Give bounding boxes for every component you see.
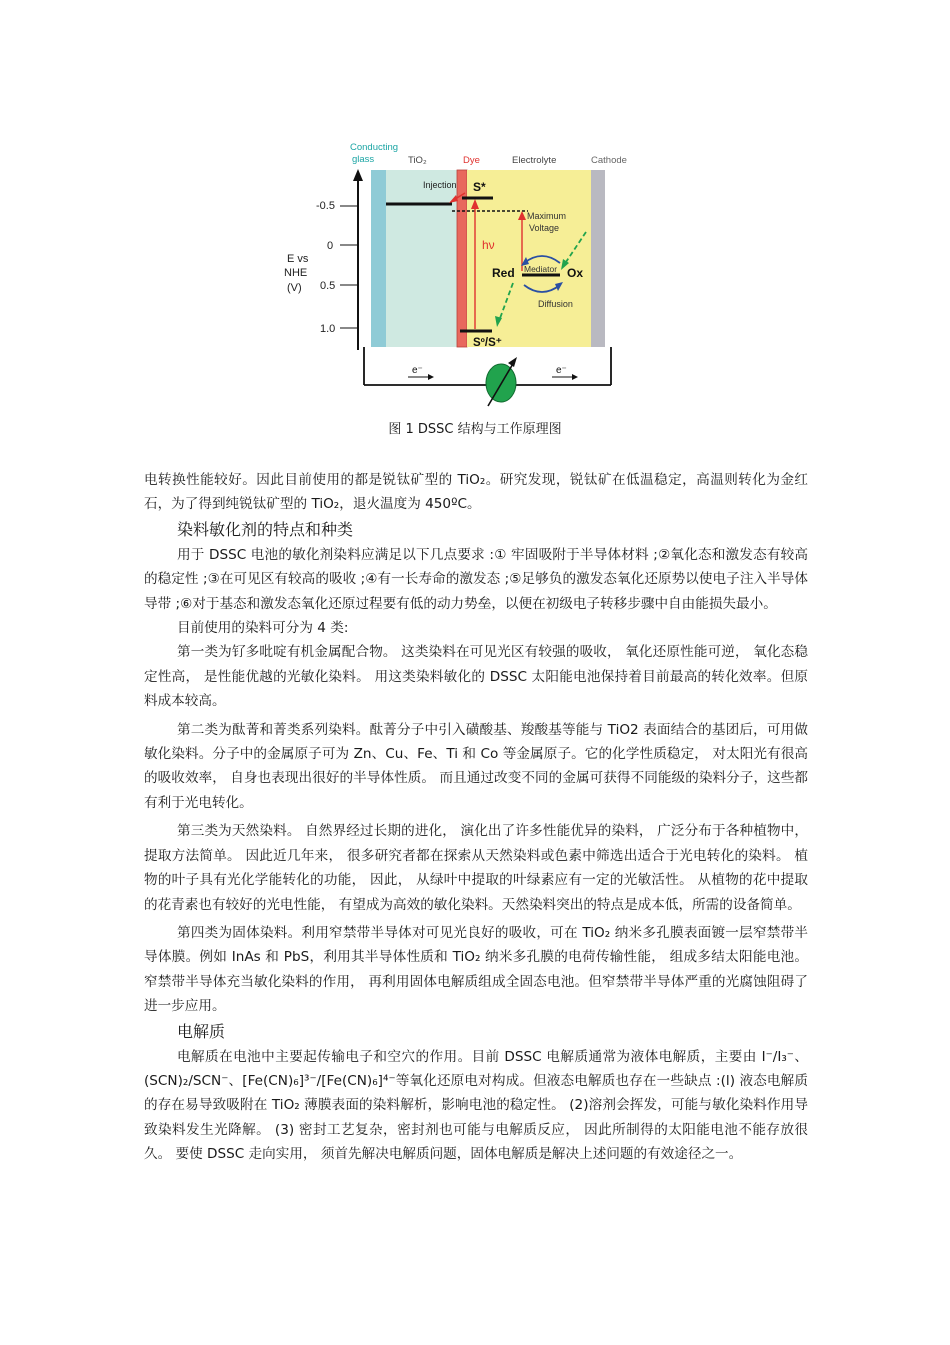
tick-label-10: 1.0 — [320, 323, 336, 335]
axis-label-line3: (V) — [287, 282, 302, 294]
paragraph-dye-type2: 第二类为酞菁和菁类系列染料。酞菁分子中引入磺酸基、羧酸基等能与 TiO2 表面结合的基团后，可用做敏化染料。分子中的金属原子可为 Zn、Cu、Fe、Ti 和 Co 等金属原子。它的化学性质稳定， 对太阳光有很高的吸收效率， 自身也表现出很好的半导体性质。 而且通过改变不同的金属可获得不同能级的染料分子，这些都有利于光电转化。 — [144, 721, 808, 811]
electron-label-right: e⁻ — [556, 365, 567, 376]
label-glass-line1: Conducting — [350, 142, 399, 153]
heading-electrolyte: 电解质 — [177, 1021, 226, 1041]
tio2-layer — [386, 170, 457, 347]
axis-label-line2: NHE — [284, 267, 308, 279]
paragraph-dye-type1: 第一类为钌多吡啶有机金属配合物。 这类染料在可见光区有较强的吸收， 氧化还原性能可逆， 氧化态稳定性高， 是性能优越的光敏化染料。 用这类染料敏化的 DSSC 太阳能电池保持着目前最高的转化效率。但原料成本较高。 — [144, 644, 808, 710]
tick-label-05: 0.5 — [320, 280, 336, 292]
cathode-layer — [591, 170, 605, 347]
electron-arrowhead-right — [572, 374, 578, 380]
max-voltage-line1: Maximum — [527, 211, 567, 221]
dssc-diagram — [270, 125, 690, 415]
axis-label-line1: E vs — [287, 253, 309, 265]
ox-label: Ox — [567, 266, 584, 280]
energy-axis-arrowhead — [353, 169, 363, 181]
label-electrolyte: Electrolyte — [512, 155, 557, 166]
paragraph-dye-type3: 第三类为天然染料。 自然界经过长期的进化， 演化出了许多性能优异的染料， 广泛分布于各种植物中， 提取方法简单。 因此近几年来， 很多研究者都在探索从天然染料或色素中筛选出适合于光电转化的染料。 植物的叶子具有光化学能转化的功能， 因此， 从绿叶中提取的叶绿素应有一定的光敏活性。 从植物的花中提取的花青素也有较好的光电性能， 有望成为高效的敏化染料。天然染料突出的特点是成本低，所需的设备简单。 — [144, 823, 808, 913]
s-star-label: S* — [473, 180, 486, 194]
article-body — [144, 468, 808, 1167]
label-dye: Dye — [463, 155, 480, 166]
paragraph-dye-categories: 目前使用的染料可分为 4 类: — [177, 620, 349, 637]
diffusion-label: Diffusion — [538, 299, 573, 309]
heading-dye-sensitizer: 染料敏化剂的特点和种类 — [177, 519, 354, 539]
label-glass-line2: glass — [352, 154, 375, 165]
paragraph-electrolyte: 电解质在电池中主要起传输电子和空穴的作用。目前 DSSC 电解质通常为液体电解质，主要由 I⁻/I₃⁻、(SCN)₂/SCN⁻、[Fe(CN)₆]³⁻/[Fe(CN)₆]⁴⁻等氧化还原电对构成。但液态电解质也存在一些缺点 :(l) 液态电解质的存在易导致吸附在 TiO₂ 薄膜表面的染料解析，影响电池的稳定性。 (2)溶剂会挥发，可能与敏化染料作用导致染料发生光降解。 (3) 密封工艺复杂，密封剂也可能与电解质反应， 因此所制得的太阳能电池不能存放很久。 要使 DSSC 走向实用， 须首先解决电解质问题，固体电解质是解决上述问题的有效途径之一。 — [144, 1048, 808, 1163]
paragraph-dye-requirements: 用于 DSSC 电池的敏化剂染料应满足以下几点要求 :① 牢固吸附于半导体材料 ;②氧化态和激发态有较高的稳定性 ;③在可见区有较高的吸收 ;④有一长寿命的激发态 ;⑤足够负的激发态氧化还原势以使电子注入半导体导带 ;⑥对于基态和激发态氧化还原过程要有低的动力势垒，以便在初级电子转移步骤中自由能损失最小。 — [144, 546, 808, 612]
load-arrowhead — [508, 357, 517, 367]
tick-label-minus05: -0.5 — [316, 200, 335, 212]
conducting-glass-layer — [371, 170, 386, 347]
hv-label: hν — [482, 238, 495, 252]
label-cathode: Cathode — [591, 155, 627, 166]
tick-label-0: 0 — [327, 240, 334, 252]
paragraph-dye-type4: 第四类为固体染料。利用窄禁带半导体对可见光良好的吸收，可在 TiO₂ 纳米多孔膜表面镀一层窄禁带半导体膜。例如 InAs 和 PbS，利用其半导体性质和 TiO₂ 纳米多孔膜的电荷传输性能， 组成多结太阳能电池。 窄禁带半导体充当敏化染料的作用， 再利用固体电解质组成全固态电池。但窄禁带半导体严重的光腐蚀阻碍了进一步应用。 — [144, 924, 808, 1015]
electron-arrowhead-left — [428, 374, 434, 380]
max-voltage-line2: Voltage — [529, 223, 560, 233]
red-label: Red — [492, 266, 515, 280]
label-tio2: TiO₂ — [408, 155, 427, 166]
figure-caption: 图 1 DSSC 结构与工作原理图 — [388, 422, 562, 437]
electron-label-left: e⁻ — [412, 365, 423, 376]
paragraph-tio2-intro: 电转换性能较好。因此目前使用的都是锐钛矿型的 TiO₂。研究发现，锐钛矿在低温稳定，高温则转化为金红石，为了得到纯锐钛矿型的 TiO₂，退火温度为 450ºC。 — [144, 472, 808, 513]
injection-label: Injection — [423, 180, 457, 190]
mediator-label: Mediator — [524, 264, 558, 274]
s0-label: Sº/S⁺ — [473, 337, 502, 349]
